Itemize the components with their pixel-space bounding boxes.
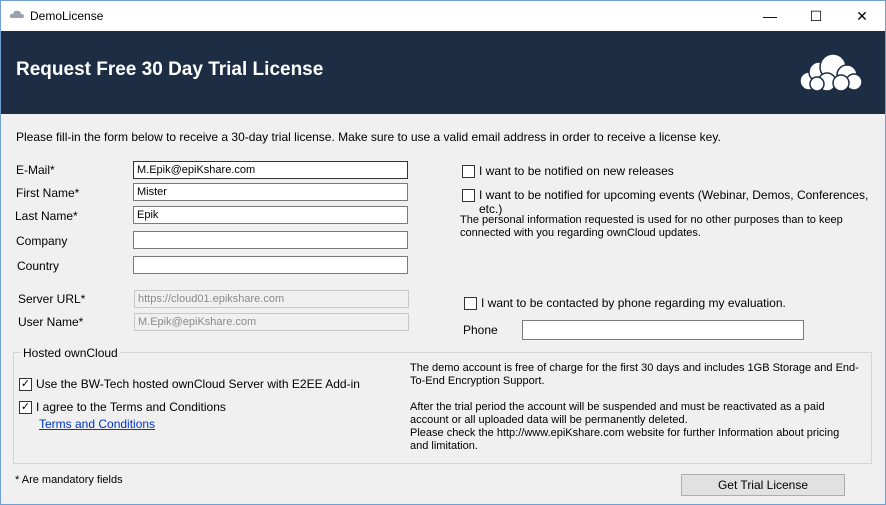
privacy-note: The personal information requested is used for no other purposes than to keep connected with you regarding ownCloud updates.	[460, 214, 843, 239]
contact-phone-label: I want to be contacted by phone regarding my evaluation.	[481, 296, 786, 310]
last-name-field[interactable]	[133, 206, 408, 224]
use-hosted-checkbox[interactable]	[19, 378, 32, 391]
hosted-info-pricing: Please check the http://www.epiKshare.com website for further Information about pricing and limitation.	[410, 427, 840, 452]
email-field[interactable]	[133, 161, 408, 179]
hosted-group-title: Hosted ownCloud	[23, 346, 118, 360]
email-label: E-Mail*	[16, 163, 55, 177]
notify-releases-checkbox[interactable]	[462, 165, 475, 178]
use-hosted-label: Use the BW-Tech hosted ownCloud Server with E2EE Add-in	[36, 377, 360, 391]
header-banner	[1, 31, 885, 114]
close-button[interactable]: ✕	[856, 7, 868, 24]
server-url-field	[134, 290, 409, 308]
owncloud-logo-icon	[797, 53, 863, 93]
notify-releases-label: I want to be notified on new releases	[479, 164, 674, 178]
country-label: Country	[17, 259, 60, 273]
company-label: Company	[16, 234, 68, 248]
cloud-icon	[9, 9, 25, 19]
get-trial-license-button[interactable]: Get Trial License	[681, 474, 845, 496]
check-icon: ✓	[20, 401, 31, 413]
first-name-label: First Name*	[16, 186, 80, 200]
company-field[interactable]	[133, 231, 408, 249]
hosted-info-free: The demo account is free of charge for the first 30 days and includes 1GB Storage and End-To-End Encryption Support.	[410, 362, 859, 387]
mandatory-note: * Are mandatory fields	[15, 474, 123, 486]
phone-label: Phone	[463, 323, 498, 337]
first-name-field[interactable]	[133, 183, 408, 201]
contact-phone-checkbox[interactable]	[464, 297, 477, 310]
user-name-field	[134, 313, 409, 331]
window-title: DemoLicense	[30, 9, 104, 23]
agree-terms-checkbox[interactable]	[19, 401, 32, 414]
server-url-label: Server URL*	[18, 292, 86, 306]
terms-link[interactable]: Terms and Conditions	[39, 417, 156, 431]
phone-field[interactable]	[522, 320, 804, 340]
last-name-label: Last Name*	[15, 209, 78, 223]
intro-text: Please fill-in the form below to receive a 30-day trial license. Make sure to use a valid email address in order to receive a license key.	[16, 130, 721, 144]
country-field[interactable]	[133, 256, 408, 274]
user-name-label: User Name*	[18, 315, 84, 329]
page-title: Request Free 30 Day Trial License	[16, 59, 324, 80]
notify-events-label: I want to be notified for upcoming events (Webinar, Demos, Conferences, etc.)	[479, 188, 869, 216]
minimize-button[interactable]: —	[763, 8, 777, 24]
check-icon: ✓	[20, 378, 31, 390]
hosted-info-suspend: After the trial period the account will be suspended and must be reactivated as a paid account or all uploaded data will be permanently deleted.	[410, 401, 825, 426]
agree-terms-label: I agree to the Terms and Conditions	[36, 400, 226, 414]
maximize-button[interactable]: ☐	[809, 7, 823, 24]
notify-events-checkbox[interactable]	[462, 189, 475, 202]
title-bar	[1, 1, 885, 31]
